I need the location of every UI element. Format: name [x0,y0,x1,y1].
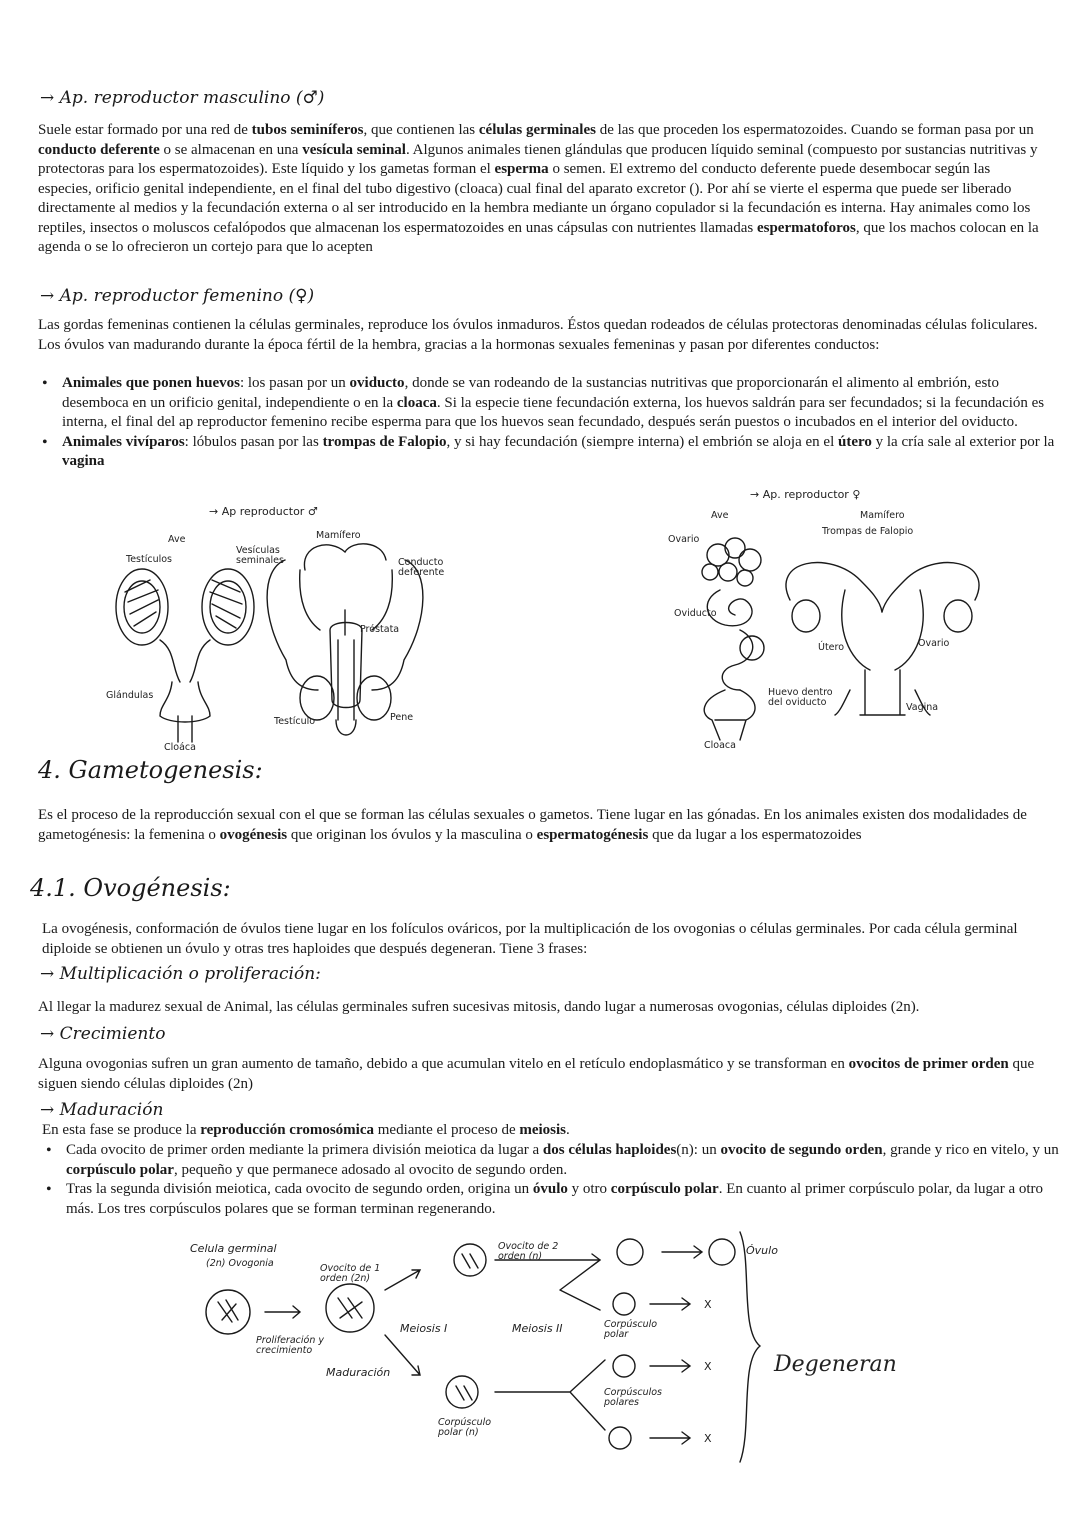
label-testiculo: Testículo [274,716,316,727]
flow-celula: Celula germinal [190,1242,277,1255]
label-cloaca-female: Cloaca [704,740,736,751]
gametogenesis-heading: 4. Gametogenesis: [38,756,263,784]
label-conducto: Conducto deferente [398,557,445,578]
flow-degeneran: Degeneran [774,1352,897,1377]
label-trompas: Trompas de Falopio [822,526,914,537]
flow-ovulo: Óvulo [746,1244,778,1257]
label-prostata: Próstata [360,624,400,635]
label-oviducto: Oviducto [674,608,717,619]
maduracion-heading: → Maduración [40,1100,164,1120]
flow-corp-polar: Corpúsculo polar [604,1319,658,1340]
multiplicacion-paragraph: Al llegar la madurez sexual de Animal, las células germinales sufren sucesivas mitosis, dando lugar a numerosas ovogonias, células diploides (2n). [38,999,920,1015]
male-paragraph: Suele estar formado por una red de tubos seminíferos, que contienen las células germinales de las que proceden los espermatozoides. Cuando se forman pasa por un conducto deferente o se almacenan en una vesícula seminal. Algunos animales tienen glándulas que producen líquido seminal (compuesto por sustancias nutritivas y protectoras para los espermatozoides). Este líquido y los gametas forman el esperma o semen. El extremo del conducto deferente puede desembocar según las especies, orificio genital independiente, en el final del tubo digestivo (cloaca) cual final del aparato excretor (). Por ahí se vierte el esperma que puede ser liberado directamente al medios y la fecundación externa o al ser introducido en la hembra mediante un órgano copulador si la fecundación es interna. Hay animales como los reptiles, insectos o moluscos cefalópodos que almacenan los espermatozoides en unas cápsulas con nutrientes llamadas espermatoforos, que los machos colocan en la agenda o se lo ofrecieron un cortejo para que lo acepten [38,122,1039,255]
label-glandulas: Glándulas [106,690,154,701]
list-item: • Tras la segunda división meiotica, cada ovocito de segundo orden, origina un óvulo y otro corpúsculo polar. En cuanto al primer corpúsculo polar, da lugar a otro más. Los tres corpúsculos polares que se forman terminan regenerando. [66,1180,1066,1219]
bird-male-drawing [116,569,254,742]
label-cloaca-male: Cloáca [164,742,196,753]
label-testiculos: Testículos [126,554,172,565]
ovogenesis-paragraph: La ovogénesis, conformación de óvulos tiene lugar en los folículos ováricos, por la multiplicación de los ovogonias o células germinales. Por cada célula germinal diploide se obtienen un óvulo y otras tres haploides que después degeneran. Tiene 3 frases: [42,921,1018,957]
label-ovario: Ovario [918,638,950,649]
flow-ovocito1: Ovocito de 1 orden (2n) [320,1263,381,1284]
label-pene: Pene [390,712,414,723]
label-utero: Útero [818,642,845,653]
label-vesiculas: Vesículas seminales [236,545,284,566]
female-diagram-title: → Ap. reproductor ♀ [750,488,861,501]
ovogenesis-heading: 4.1. Ovogénesis: [30,874,231,902]
crecimiento-heading: → Crecimiento [40,1024,166,1044]
label-ave: Ave [168,534,186,545]
label-vagina: Vagina [906,702,939,713]
gametogenesis-paragraph: Es el proceso de la reproducción sexual con el que se forman las células sexuales o gametos. Tiene lugar en las gónadas. En los animales existen dos modalidades de gametogénesis: la femenina o ovogénesis que originan los óvulos y la masculina o espermatogénesis que da lugar a los espermatozoides [38,807,1027,843]
label-ave-female: Ave [711,510,729,521]
maduracion-paragraph: En esta fase se produce la reproducción cromosómica mediante el proceso de meiosis. [42,1122,570,1138]
bird-female-drawing [702,538,764,740]
crecimiento-paragraph: Alguna ovogonias sufren un gran aumento de tamaño, debido a que acumulan vitelo en el retículo endoplasmático y se transforman en ovocitos de primer orden que siguen siendo células diploides (2n) [38,1056,1035,1092]
male-heading: → Ap. reproductor masculino (♂) [40,88,325,108]
label-ovario-ave: Ovario [668,534,700,545]
label-mamifero-male: Mamífero [316,530,361,541]
flow-meiosis2: Meiosis II [512,1322,563,1335]
flow-meiosis1: Meiosis I [400,1322,448,1335]
flow-x-1: X [704,1298,712,1311]
label-huevo: Huevo dentro del oviducto [768,687,833,708]
female-heading: → Ap. reproductor femenino (♀) [40,286,315,306]
list-item: • Cada ovocito de primer orden mediante la primera división meiotica da lugar a dos células haploides(n): un ovocito de segundo orden, grande y rico en vitelo, y un corpúsculo polar, pequeño y que permanece adosado al ovocito de segundo orden. [66,1141,1066,1180]
flow-ovogonia: (2n) Ovogonia [206,1258,274,1269]
maduracion-list [42,1141,1066,1219]
label-mamifero-female: Mamífero [860,510,905,521]
multiplicacion-heading: → Multiplicación o proliferación: [40,964,321,984]
flow-maduracion: Maduración [326,1366,391,1379]
flow-corp-polares: Corpúsculos polares [604,1387,662,1408]
list-item: • Animales que ponen huevos: los pasan por un oviducto, donde se van rodeando de la sustancias nutritivas que proporcionarán el alimento al embrión, esto desemboca en un orificio genital, independiente o en la cloaca. Si la especie tiene fecundación externa, los huevos saldrán para ser fecundados; si la fecundación es interna, el final del ap reproductor femenino recibe esperma para que los huevos sean fecundado, después serán puestos o incubados en el interior del oviducto. [62,374,1067,433]
flow-ovocito2: Ovocito de 2 orden (n) [498,1241,559,1262]
flow-x-3: X [704,1432,712,1445]
flow-x-2: X [704,1360,712,1373]
female-paragraph: Las gordas femeninas contienen la células germinales, reproduce los óvulos inmaduros. Éstos quedan rodeados de células protectoras denominadas células foliculares. Los óvulos van madurando durante la época fértil de la hembra, gracias a la hormonas sexuales femeninas y pasan por diferentes conductos: [38,317,1038,353]
flow-prolif: Proliferación y crecimiento [256,1335,324,1356]
flow-corp1: Corpúsculo polar (n) [438,1417,492,1438]
male-diagram-title: → Ap reproductor ♂ [209,505,318,518]
list-item: • Animales vivíparos: lóbulos pasan por las trompas de Falopio, y si hay fecundación (siempre interna) el embrión se aloja en el útero y la cría sale al exterior por la vagina [62,433,1067,472]
